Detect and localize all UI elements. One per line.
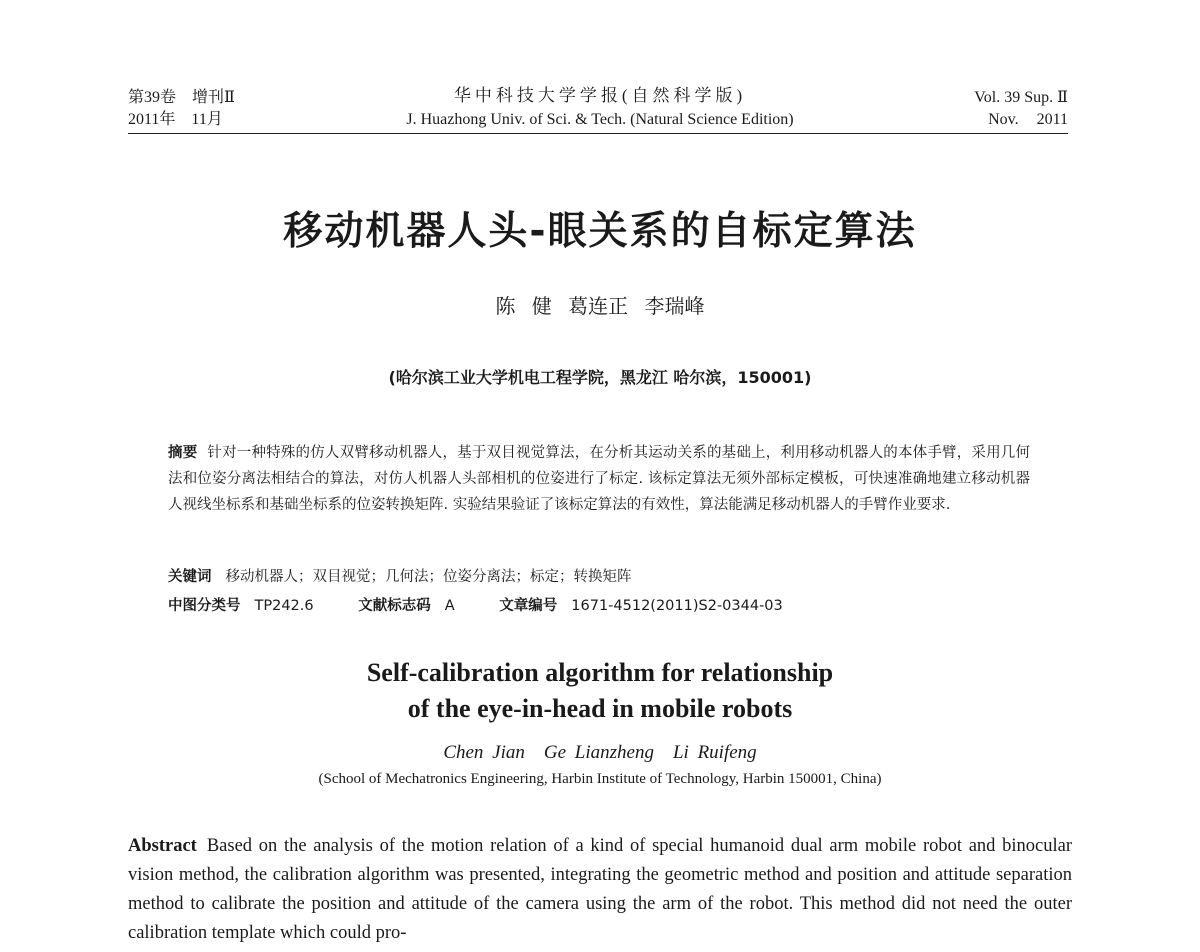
clc-label: 中图分类号 bbox=[168, 598, 241, 614]
header-journal-zh: 华中科技大学学报(自然科学版) bbox=[453, 86, 747, 105]
abstract-en-text: Based on the analysis of the motion relation of a kind of special humanoid dual arm mobile robot and binocular vision method, the calibration algorithm was presented, integrating the geometric method and position and attitude separation method to calibrate the position and attitude of the camera using the arm of the robot. This method did not need the outer calibration template which could pro- bbox=[128, 836, 1072, 943]
paper-title-zh: 移动机器人头-眼关系的自标定算法 bbox=[283, 209, 917, 254]
header-date-zh: 2011年 11月 bbox=[128, 111, 223, 128]
header-volume-en: Vol. 39 Sup. Ⅱ bbox=[974, 89, 1068, 106]
classification-line bbox=[168, 595, 783, 617]
authors-zh: 陈 健 葛连正 李瑞峰 bbox=[495, 294, 705, 318]
abstract-en-label: Abstract bbox=[128, 836, 197, 856]
header-date-en bbox=[988, 110, 1068, 130]
header-journal-en: J. Huazhong Univ. of Sci. & Tech. (Natural Science Edition) bbox=[406, 111, 794, 128]
header-year-en: 2011 bbox=[1036, 111, 1068, 128]
paper-title-en bbox=[0, 655, 1200, 727]
paper-title-en-line1: Self-calibration algorithm for relationship bbox=[366, 658, 834, 687]
affiliation-zh: (哈尔滨工业大学机电工程学院，黑龙江 哈尔滨，150001) bbox=[388, 368, 812, 387]
abstract-zh-text: 针对一种特殊的仿人双臂移动机器人，基于双目视觉算法，在分析其运动关系的基础上，利用移动机器人的本体手臂，采用几何法和位姿分离法相结合的算法，对仿人机器人头部相机的位姿进行了标定. 该标定算法无须外部标定模板，可快速准确地建立移动机器人视线坐标系和基础坐标系的位姿转换矩阵. 实验结果验证了该标定算法的有效性，算法能满足移动机器人的手臂作业要求. bbox=[168, 445, 1030, 513]
abstract-en bbox=[128, 832, 1072, 948]
affiliation-en: (School of Mechatronics Engineering, Harbin Institute of Technology, Harbin 150001, China) bbox=[318, 771, 882, 787]
article-no-label: 文章编号 bbox=[499, 598, 558, 614]
doc-code-label: 文献标志码 bbox=[358, 598, 431, 614]
header-month-en: Nov. bbox=[988, 111, 1019, 128]
paper-title-en-line2: of the eye-in-head in mobile robots bbox=[407, 694, 793, 723]
doc-code-value: A bbox=[444, 598, 455, 614]
article-no-value: 1671-4512(2011)S2-0344-03 bbox=[571, 598, 783, 614]
keywords-zh-label: 关键词 bbox=[168, 569, 212, 585]
header-rule bbox=[128, 133, 1068, 134]
clc-value: TP242.6 bbox=[254, 598, 314, 614]
abstract-zh-label: 摘要 bbox=[168, 445, 198, 461]
keywords-zh bbox=[168, 566, 632, 588]
header-volume-zh: 第39卷 增刊Ⅱ bbox=[128, 89, 235, 106]
authors-en: Chen Jian Ge Lianzheng Li Ruifeng bbox=[443, 742, 757, 763]
keywords-zh-text: 移动机器人；双目视觉；几何法；位姿分离法；标定；转换矩阵 bbox=[225, 569, 632, 585]
abstract-zh bbox=[168, 440, 1030, 518]
